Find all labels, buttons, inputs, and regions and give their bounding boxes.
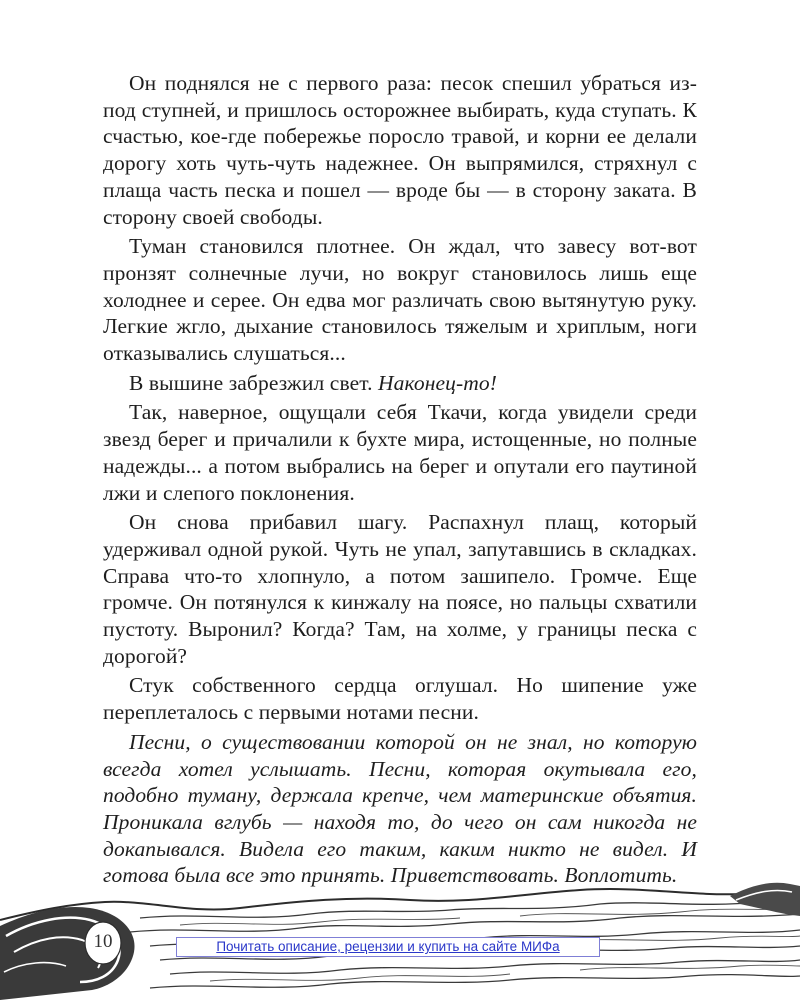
paragraph: Туман становился плотнее. Он ждал, что завесу вот-вот пронзят солнечные лучи, но вокруг становилось лишь еще холоднее и серее. Он едва мог различать свою вытянутую руку. Легкие жгло, дыхание становилось тяжелым и хриплым, ноги отказывались слушаться... xyxy=(103,234,697,366)
paragraph: Он поднялся не с первого раза: песок спешил убраться из-под ступней, и пришлось осторожнее выбирать, куда ступать. К счастью, кое-где побережье поросло травой, и корни ее делали дорогу хоть чуть-чуть надежнее. Он выпрямился, стряхнул с плаща часть песка и пошел — вроде бы — в сторону заката. В сторону своей свободы. xyxy=(103,71,697,229)
paragraph: Он снова прибавил шагу. Распахнул плащ, который удерживал одной рукой. Чуть не упал, запутавшись в складках. Справа что-то хлопнуло, а потом зашипело. Громче. Еще громче. Он потянулся к кинжалу на поясе, но пальцы схватили пустоту. Выронил? Когда? Там, на холме, у границы песка с дорогой? xyxy=(103,510,697,668)
page-number: 10 xyxy=(93,931,113,952)
paragraph: Так, наверное, ощущали себя Ткачи, когда увидели среди звезд берег и причалили к бухте мира, истощенные, но полные надежды... а потом выбрались на берег и опутали его паутиной лжи и слепого поклонения. xyxy=(103,400,697,505)
page-text xyxy=(103,70,697,889)
italic-paragraph: Песни, о существовании которой он не знал, но которую всегда хотел услышать. Песни, которая окутывала его, подобно туману, держала крепче, чем материнские объятия. Проникала вглубь — находя то, до чего он сам никогда не докапывался. Видела его таким, каким никто не видел. И готова была все это принять. Приветствовать. Воплотить. xyxy=(103,729,697,888)
sea-waves-illustration xyxy=(0,856,800,1000)
buy-on-website-link[interactable]: Почитать описание, рецензии и купить на сайте МИФа xyxy=(176,937,600,957)
paragraph xyxy=(103,370,697,397)
paragraph: Стук собственного сердца оглушал. Но шипение уже переплеталось с первыми нотами песни. xyxy=(103,673,697,725)
paragraph-text: В вышине забрезжил свет. xyxy=(129,370,379,395)
emphasis-text: Наконец-то! xyxy=(378,370,497,395)
